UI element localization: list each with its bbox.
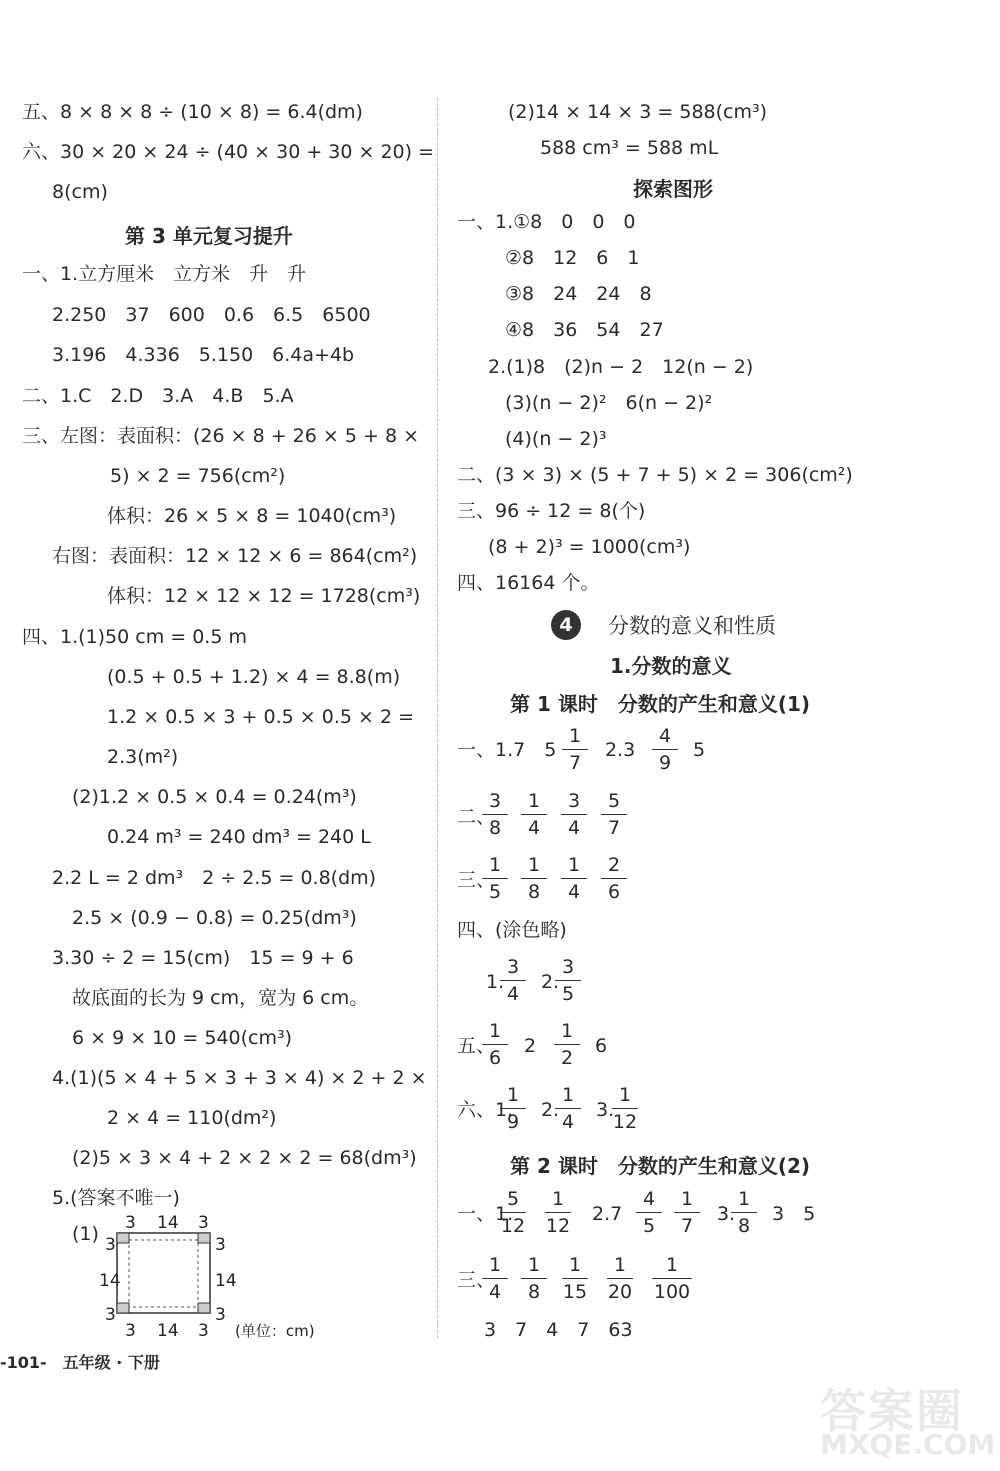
- answer-line: 6: [595, 1035, 608, 1057]
- watermark-url: MXQE.COM: [820, 1428, 996, 1461]
- fraction: $\frac{1}{9}$: [500, 1084, 526, 1133]
- chapter-number-badge: 4: [551, 610, 581, 640]
- fraction: $\frac{1}{8}$: [521, 854, 547, 903]
- fraction: $\frac{1}{4}$: [482, 1254, 508, 1303]
- section-heading: 第 3 单元复习提升: [125, 224, 293, 248]
- answer-line: 8(cm): [52, 181, 108, 203]
- answer-line: 0.24 m³ = 240 dm³ = 240 L: [107, 826, 371, 848]
- answer-line: 一、1.: [457, 1203, 514, 1225]
- answer-line: 2.7: [592, 1203, 623, 1225]
- section-title: 1.分数的意义: [610, 654, 732, 678]
- fraction: $\frac{1}{4}$: [561, 854, 587, 903]
- fig-right-2: 14: [215, 1271, 237, 1291]
- answer-line: 一、1.7 5: [457, 739, 557, 761]
- column-divider: [437, 98, 439, 1338]
- fraction: $\frac{1}{4}$: [521, 790, 547, 839]
- answer-line: (2)14 × 14 × 3 = 588(cm³): [508, 101, 768, 123]
- answer-line: 6 × 9 × 10 = 540(cm³): [72, 1027, 293, 1049]
- answer-line: 5: [693, 739, 706, 761]
- fraction: $\frac{1}{6}$: [482, 1020, 508, 1069]
- answer-line: (8 + 2)³ = 1000(cm³): [488, 536, 691, 558]
- fraction: $\frac{1}{8}$: [521, 1254, 547, 1303]
- fraction: $\frac{5}{7}$: [601, 790, 627, 839]
- fraction: $\frac{4}{9}$: [652, 725, 678, 774]
- answer-line: 2: [524, 1035, 537, 1057]
- answer-line: 二、: [457, 806, 496, 828]
- answer-line: (1): [72, 1223, 99, 1245]
- answer-line: 三、: [457, 869, 496, 891]
- answer-line: 一、1.立方厘米 立方米 升 升: [22, 263, 307, 285]
- fig-left-1: 3: [105, 1235, 116, 1255]
- fraction: $\frac{3}{8}$: [482, 790, 508, 839]
- fraction: $\frac{1}{12}$: [612, 1084, 638, 1133]
- fraction: $\frac{3}{4}$: [500, 956, 526, 1005]
- fraction: $\frac{2}{6}$: [601, 854, 627, 903]
- fig-right-3: 3: [215, 1305, 226, 1325]
- answer-line: 1.: [486, 971, 505, 993]
- answer-line: 4.(1)(5 × 4 + 5 × 3 + 3 × 4) × 2 + 2 ×: [52, 1067, 427, 1089]
- fig-unit: (单位：cm): [235, 1322, 315, 1340]
- answer-line: ②8 12 6 1: [505, 247, 640, 269]
- answer-line: 2.(1)8 (2)n − 2 12(n − 2): [488, 356, 754, 378]
- fraction: $\frac{3}{4}$: [561, 790, 587, 839]
- answer-line: 3.196 4.336 5.150 6.4a+4b: [52, 344, 355, 366]
- answer-line: ③8 24 24 8: [505, 283, 652, 305]
- answer-line: 六、1.: [457, 1099, 514, 1121]
- fraction: $\frac{3}{5}$: [555, 956, 581, 1005]
- box-net-figure: [95, 1210, 355, 1345]
- answer-line: (2)1.2 × 0.5 × 0.4 = 0.24(m³): [72, 786, 357, 808]
- fig-left-2: 14: [99, 1271, 121, 1291]
- answer-line: 3 7 4 7 63: [484, 1319, 633, 1341]
- answer-line: 2.3(m²): [107, 746, 179, 768]
- answer-line: 2.2 L = 2 dm³ 2 ÷ 2.5 = 0.8(dm): [52, 867, 377, 889]
- fig-right-1: 3: [215, 1235, 226, 1255]
- answer-line: 体积：26 × 5 × 8 = 1040(cm³): [107, 505, 397, 527]
- fraction: $\frac{1}{12}$: [545, 1188, 571, 1237]
- answer-line: 3.: [596, 1099, 615, 1121]
- fig-bottom-3: 3: [198, 1321, 209, 1341]
- fig-top-1: 3: [125, 1213, 136, 1233]
- fraction: $\frac{1}{2}$: [554, 1020, 580, 1069]
- answer-line: 一、1.①8 0 0 0: [457, 211, 636, 233]
- answer-line: 三、左图：表面积：(26 × 8 + 26 × 5 + 8 ×: [22, 425, 419, 447]
- fraction: $\frac{1}{7}$: [562, 725, 588, 774]
- answer-line: 5) × 2 = 756(cm²): [110, 465, 286, 487]
- answer-line: ④8 36 54 27: [505, 319, 664, 341]
- answer-line: (3)(n − 2)² 6(n − 2)²: [505, 392, 713, 414]
- answer-line: 二、(3 × 3) × (5 + 7 + 5) × 2 = 306(cm²): [457, 464, 853, 486]
- fraction: $\frac{5}{12}$: [500, 1188, 526, 1237]
- fraction: $\frac{1}{20}$: [607, 1254, 633, 1303]
- answer-line: 2.3: [605, 739, 636, 761]
- answer-line: 588 cm³ = 588 mL: [540, 137, 719, 159]
- answer-line: 2.5 × (0.9 − 0.8) = 0.25(dm³): [72, 907, 357, 929]
- answer-line: (4)(n − 2)³: [505, 428, 607, 450]
- answer-line: 2 × 4 = 110(dm²): [107, 1107, 277, 1129]
- fraction: $\frac{1}{5}$: [482, 854, 508, 903]
- fig-left-3: 3: [105, 1305, 116, 1325]
- fig-bottom-1: 3: [125, 1321, 136, 1341]
- answer-line: 五、: [457, 1035, 496, 1057]
- fig-top-2: 14: [157, 1213, 179, 1233]
- fraction: $\frac{1}{8}$: [731, 1188, 757, 1237]
- answer-line: 3.30 ÷ 2 = 15(cm) 15 = 9 + 6: [52, 947, 354, 969]
- answer-line: 2.: [541, 971, 560, 993]
- answer-line: 2.250 37 600 0.6 6.5 6500: [52, 304, 371, 326]
- fraction: $\frac{1}{4}$: [555, 1084, 581, 1133]
- lesson-title: 第 1 课时 分数的产生和意义(1): [510, 692, 811, 716]
- section-heading: 探索图形: [633, 177, 713, 201]
- answer-line: 四、1.(1)50 cm = 0.5 m: [22, 626, 247, 648]
- answer-line: 四、(涂色略): [457, 919, 567, 941]
- watermark-logo: 答案圈: [820, 1384, 964, 1438]
- answer-line: 1.2 × 0.5 × 3 + 0.5 × 0.5 × 2 =: [107, 706, 414, 728]
- answer-line: 二、1.C 2.D 3.A 4.B 5.A: [22, 385, 294, 407]
- fig-bottom-2: 14: [157, 1321, 179, 1341]
- fraction: $\frac{1}{7}$: [674, 1188, 700, 1237]
- answer-line: (2)5 × 3 × 4 + 2 × 2 × 2 = 68(dm³): [72, 1147, 417, 1169]
- fraction: $\frac{1}{100}$: [653, 1254, 691, 1303]
- answer-line: (0.5 + 0.5 + 1.2) × 4 = 8.8(m): [107, 666, 401, 688]
- answer-line: 3 5: [772, 1203, 816, 1225]
- answer-line: 右图：表面积：12 × 12 × 6 = 864(cm²): [52, 545, 418, 567]
- answer-line: 四、16164 个。: [457, 572, 600, 594]
- answer-line: 2.: [541, 1099, 560, 1121]
- fig-top-3: 3: [198, 1213, 209, 1233]
- answer-line: 六、30 × 20 × 24 ÷ (40 × 30 + 30 × 20) =: [22, 141, 435, 163]
- answer-line: 五、8 × 8 × 8 ÷ (10 × 8) = 6.4(dm): [22, 101, 363, 123]
- answer-line: 体积：12 × 12 × 12 = 1728(cm³): [107, 585, 421, 607]
- fraction: $\frac{4}{5}$: [636, 1188, 662, 1237]
- page-footer: -101- 五年级 · 下册: [0, 1353, 160, 1372]
- fraction: $\frac{1}{15}$: [562, 1254, 588, 1303]
- answer-line: 故底面的长为 9 cm，宽为 6 cm。: [72, 987, 369, 1009]
- answer-line: 三、96 ÷ 12 = 8(个): [457, 500, 646, 522]
- answer-line: 三、: [457, 1269, 496, 1291]
- answer-line: 5.(答案不唯一): [52, 1187, 180, 1209]
- answer-line: 3.: [717, 1203, 736, 1225]
- lesson-title: 第 2 课时 分数的产生和意义(2): [510, 1154, 811, 1178]
- chapter-title: 分数的意义和性质: [608, 614, 776, 638]
